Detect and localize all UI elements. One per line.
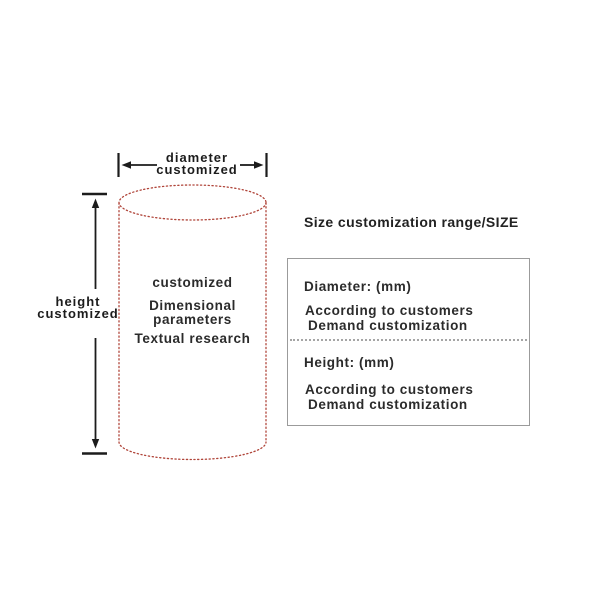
- diameter-spec-label: Diameter: (mm): [304, 279, 412, 294]
- size-spec-box: [287, 258, 530, 426]
- size-panel-title: Size customization range/SIZE: [304, 214, 519, 230]
- height-spec-desc-line1: According to customers: [305, 382, 474, 397]
- height-spec-desc: [305, 383, 473, 412]
- diameter-dimension-label: [136, 152, 258, 176]
- height-upper-arrowhead: [92, 199, 99, 209]
- diameter-spec-desc-line1: According to customers: [305, 303, 474, 318]
- cylinder-text-line1: customized: [152, 275, 233, 290]
- spec-section-divider: [290, 339, 527, 341]
- cylinder-text-line4: Textual research: [134, 331, 251, 346]
- diameter-label-line2: customized: [156, 162, 238, 177]
- cylinder-top-ellipse: [119, 185, 266, 220]
- cylinder-bottom-arc: [119, 442, 266, 460]
- cylinder-body-text: [120, 276, 265, 346]
- cylinder-text-line2: Dimensional: [149, 298, 236, 313]
- height-dimension: [82, 194, 107, 454]
- height-label-line2: customized: [37, 306, 119, 321]
- height-spec-label: Height: (mm): [304, 355, 395, 370]
- height-dimension-label: [36, 296, 120, 320]
- height-label-line1: height: [55, 294, 101, 309]
- height-spec-desc-line2: Demand customization: [308, 396, 468, 412]
- diameter-spec-desc-line2: Demand customization: [308, 317, 468, 333]
- diameter-spec-desc: [305, 304, 473, 333]
- height-lower-arrowhead: [92, 439, 99, 449]
- cylinder-text-line3: parameters: [153, 312, 232, 327]
- diameter-left-arrowhead: [122, 161, 132, 168]
- diameter-label-line1: diameter: [165, 150, 229, 165]
